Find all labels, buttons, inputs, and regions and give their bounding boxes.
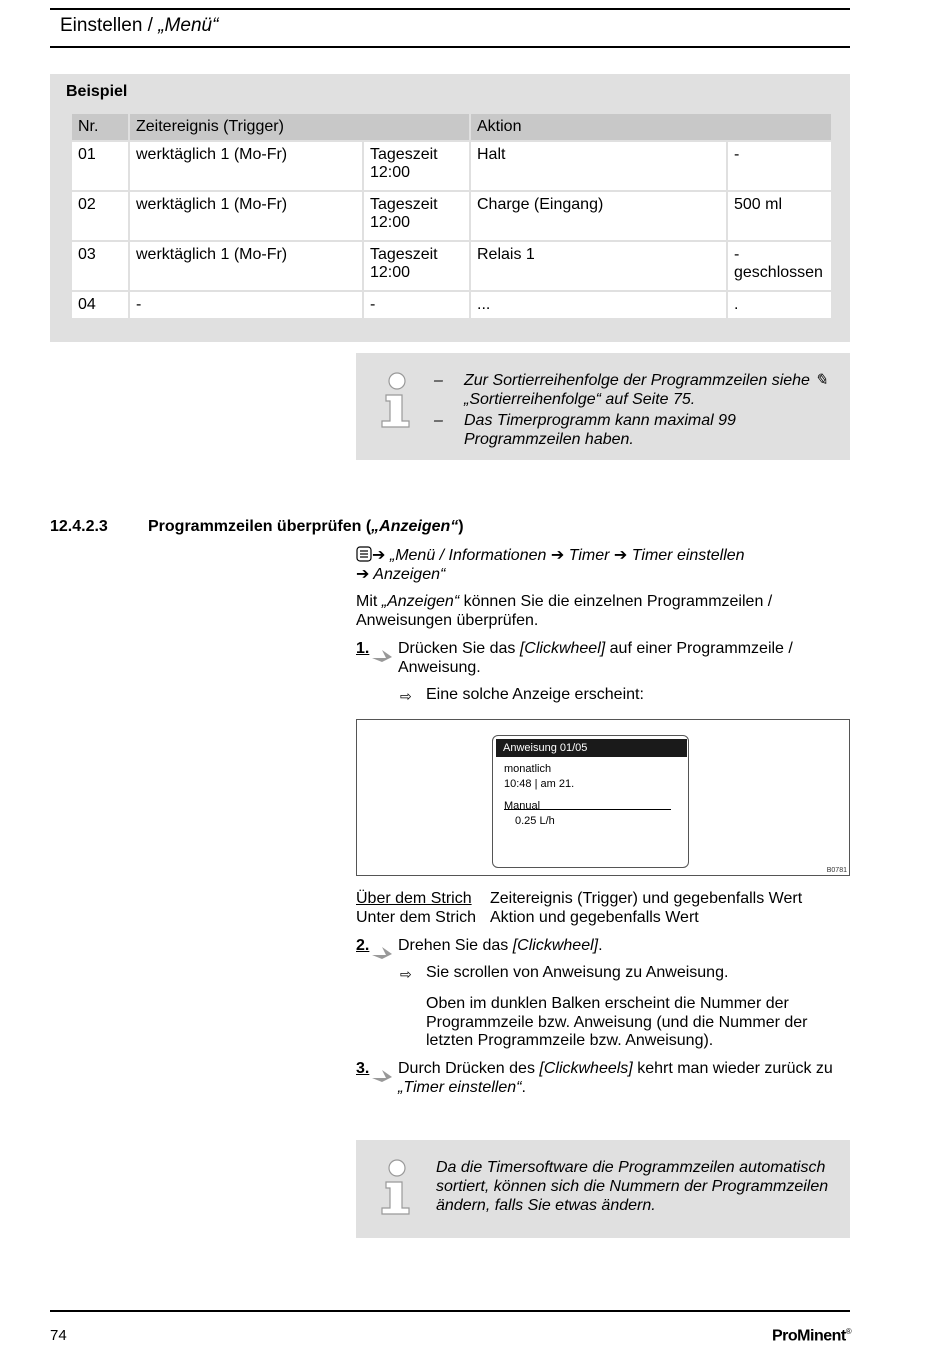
display-trigger-time: 10:48 | am 21.	[504, 778, 575, 790]
cell-action: Relais 1	[471, 242, 726, 290]
display-trigger-type: monatlich	[504, 763, 552, 775]
step-arrow-icon	[372, 945, 392, 959]
cell-when: Tageszeit 12:00	[364, 142, 469, 190]
legend-value: Zeitereignis (Trigger) und gegebenfalls Wert	[490, 890, 803, 907]
cell-action: Halt	[471, 142, 726, 190]
section-number: 12.4.2.3	[50, 518, 108, 535]
note-item	[434, 411, 839, 449]
step-arrow-icon	[372, 1068, 392, 1082]
footer-rule	[50, 1310, 850, 1312]
cell-value: 500 ml	[728, 192, 831, 240]
intro-paragraph: Mit „Anzeigen“ können Sie die einzelnen Programmzeilen / Anweisungen überprüfen.	[356, 593, 773, 629]
cell-when: Tageszeit 12:00	[364, 192, 469, 240]
info-note	[356, 353, 850, 460]
step-text: Durch Drücken des [Clickwheels] kehrt man wieder zurück zu „Timer einstellen“.	[398, 1060, 833, 1096]
cell-value: .	[728, 292, 831, 318]
legend-key: Unter dem Strich	[356, 909, 477, 926]
table-row	[72, 292, 831, 318]
header-nr: Nr.	[72, 114, 128, 140]
cell-trigger: werktäglich 1 (Mo-Fr)	[130, 242, 362, 290]
brand-logo: ProMinent®	[772, 1327, 852, 1345]
cell-nr: 04	[72, 292, 128, 318]
table-row	[72, 192, 831, 240]
arrow-icon: ➔	[613, 547, 628, 564]
step-text: Drehen Sie das [Clickwheel].	[398, 937, 603, 954]
cell-when: Tageszeit 12:00	[364, 242, 469, 290]
cell-action: Charge (Eingang)	[471, 192, 726, 240]
cell-trigger: werktäglich 1 (Mo-Fr)	[130, 142, 362, 190]
result-arrow-icon: ⇨	[400, 966, 412, 982]
note-list	[434, 371, 839, 449]
menu-path: ➔ „Menü / Informationen ➔ Timer ➔ Timer einstellen ➔ Anzeigen“	[356, 547, 745, 583]
section-title: Programmzeilen überprüfen („Anzeigen“)	[148, 518, 464, 535]
cell-trigger: werktäglich 1 (Mo-Fr)	[130, 192, 362, 240]
table-row	[72, 142, 831, 190]
table-row	[72, 242, 831, 290]
example-table	[70, 112, 833, 320]
legend-key: Über dem Strich	[356, 890, 472, 907]
cell-nr: 02	[72, 192, 128, 240]
arrow-icon: ➔	[372, 547, 386, 564]
note-item	[434, 371, 839, 409]
info-icon	[378, 1158, 412, 1216]
arrow-icon: ➔	[356, 565, 370, 583]
page-number: 74	[50, 1327, 67, 1344]
dash-bullet: –	[434, 372, 443, 389]
result-arrow-icon: ⇨	[400, 688, 412, 704]
step-result: Eine solche Anzeige erscheint:	[426, 686, 644, 703]
display-title-bar: Anweisung 01/05	[496, 739, 687, 757]
arrow-icon: ➔	[550, 547, 565, 564]
header-bottom-rule	[50, 46, 850, 48]
page-header-title: Einstellen / „Menü“	[60, 15, 219, 36]
step-number: 3.	[356, 1060, 370, 1077]
cell-value: - geschlossen	[728, 242, 831, 290]
step-extra-text: Oben im dunklen Balken erscheint die Nummer der Programmzeile bzw. Anweisung (und die Nummer der letzten Programmzeile bzw. Anweisung).	[426, 995, 808, 1049]
legend-value: Aktion und gegebenfalls Wert	[490, 909, 699, 926]
step-arrow-icon	[372, 648, 392, 662]
cell-trigger: -	[130, 292, 362, 318]
display-action: Manual	[504, 800, 541, 812]
cell-nr: 01	[72, 142, 128, 190]
header-trigger: Zeitereignis (Trigger)	[130, 114, 469, 140]
table-header-row	[72, 114, 831, 140]
device-display	[492, 735, 689, 868]
display-figure	[356, 719, 850, 876]
header-top-rule	[50, 8, 850, 10]
step-number: 2.	[356, 937, 370, 954]
cell-nr: 03	[72, 242, 128, 290]
display-action-value: 0.25 L/h	[515, 815, 555, 827]
info-icon	[378, 371, 412, 429]
step-text: Drücken Sie das [Clickwheel] auf einer Programmzeile / Anweisung.	[398, 640, 793, 676]
cell-action: ...	[471, 292, 726, 318]
note-item-text: Zur Sortierreihenfolge der Programmzeilen siehe ✎ „Sortierreihenfolge“ auf Seite 75.	[464, 372, 828, 408]
example-title: Beispiel	[66, 83, 128, 100]
step-number: 1.	[356, 640, 370, 657]
step-result: Sie scrollen von Anweisung zu Anweisung.	[426, 964, 729, 981]
figure-code: B0781	[826, 867, 847, 874]
menu-icon	[356, 546, 372, 562]
note-text: Da die Timersoftware die Programmzeilen automatisch sortiert, können sich die Nummern der Programmzeilen ändern, falls Sie etwas ändern.	[436, 1159, 829, 1214]
cell-value: -	[728, 142, 831, 190]
cell-when: -	[364, 292, 469, 318]
header-action: Aktion	[471, 114, 831, 140]
note-item-text: Das Timerprogramm kann maximal 99 Programmzeilen haben.	[464, 412, 736, 448]
info-note	[356, 1140, 850, 1238]
dash-bullet: –	[434, 412, 443, 429]
